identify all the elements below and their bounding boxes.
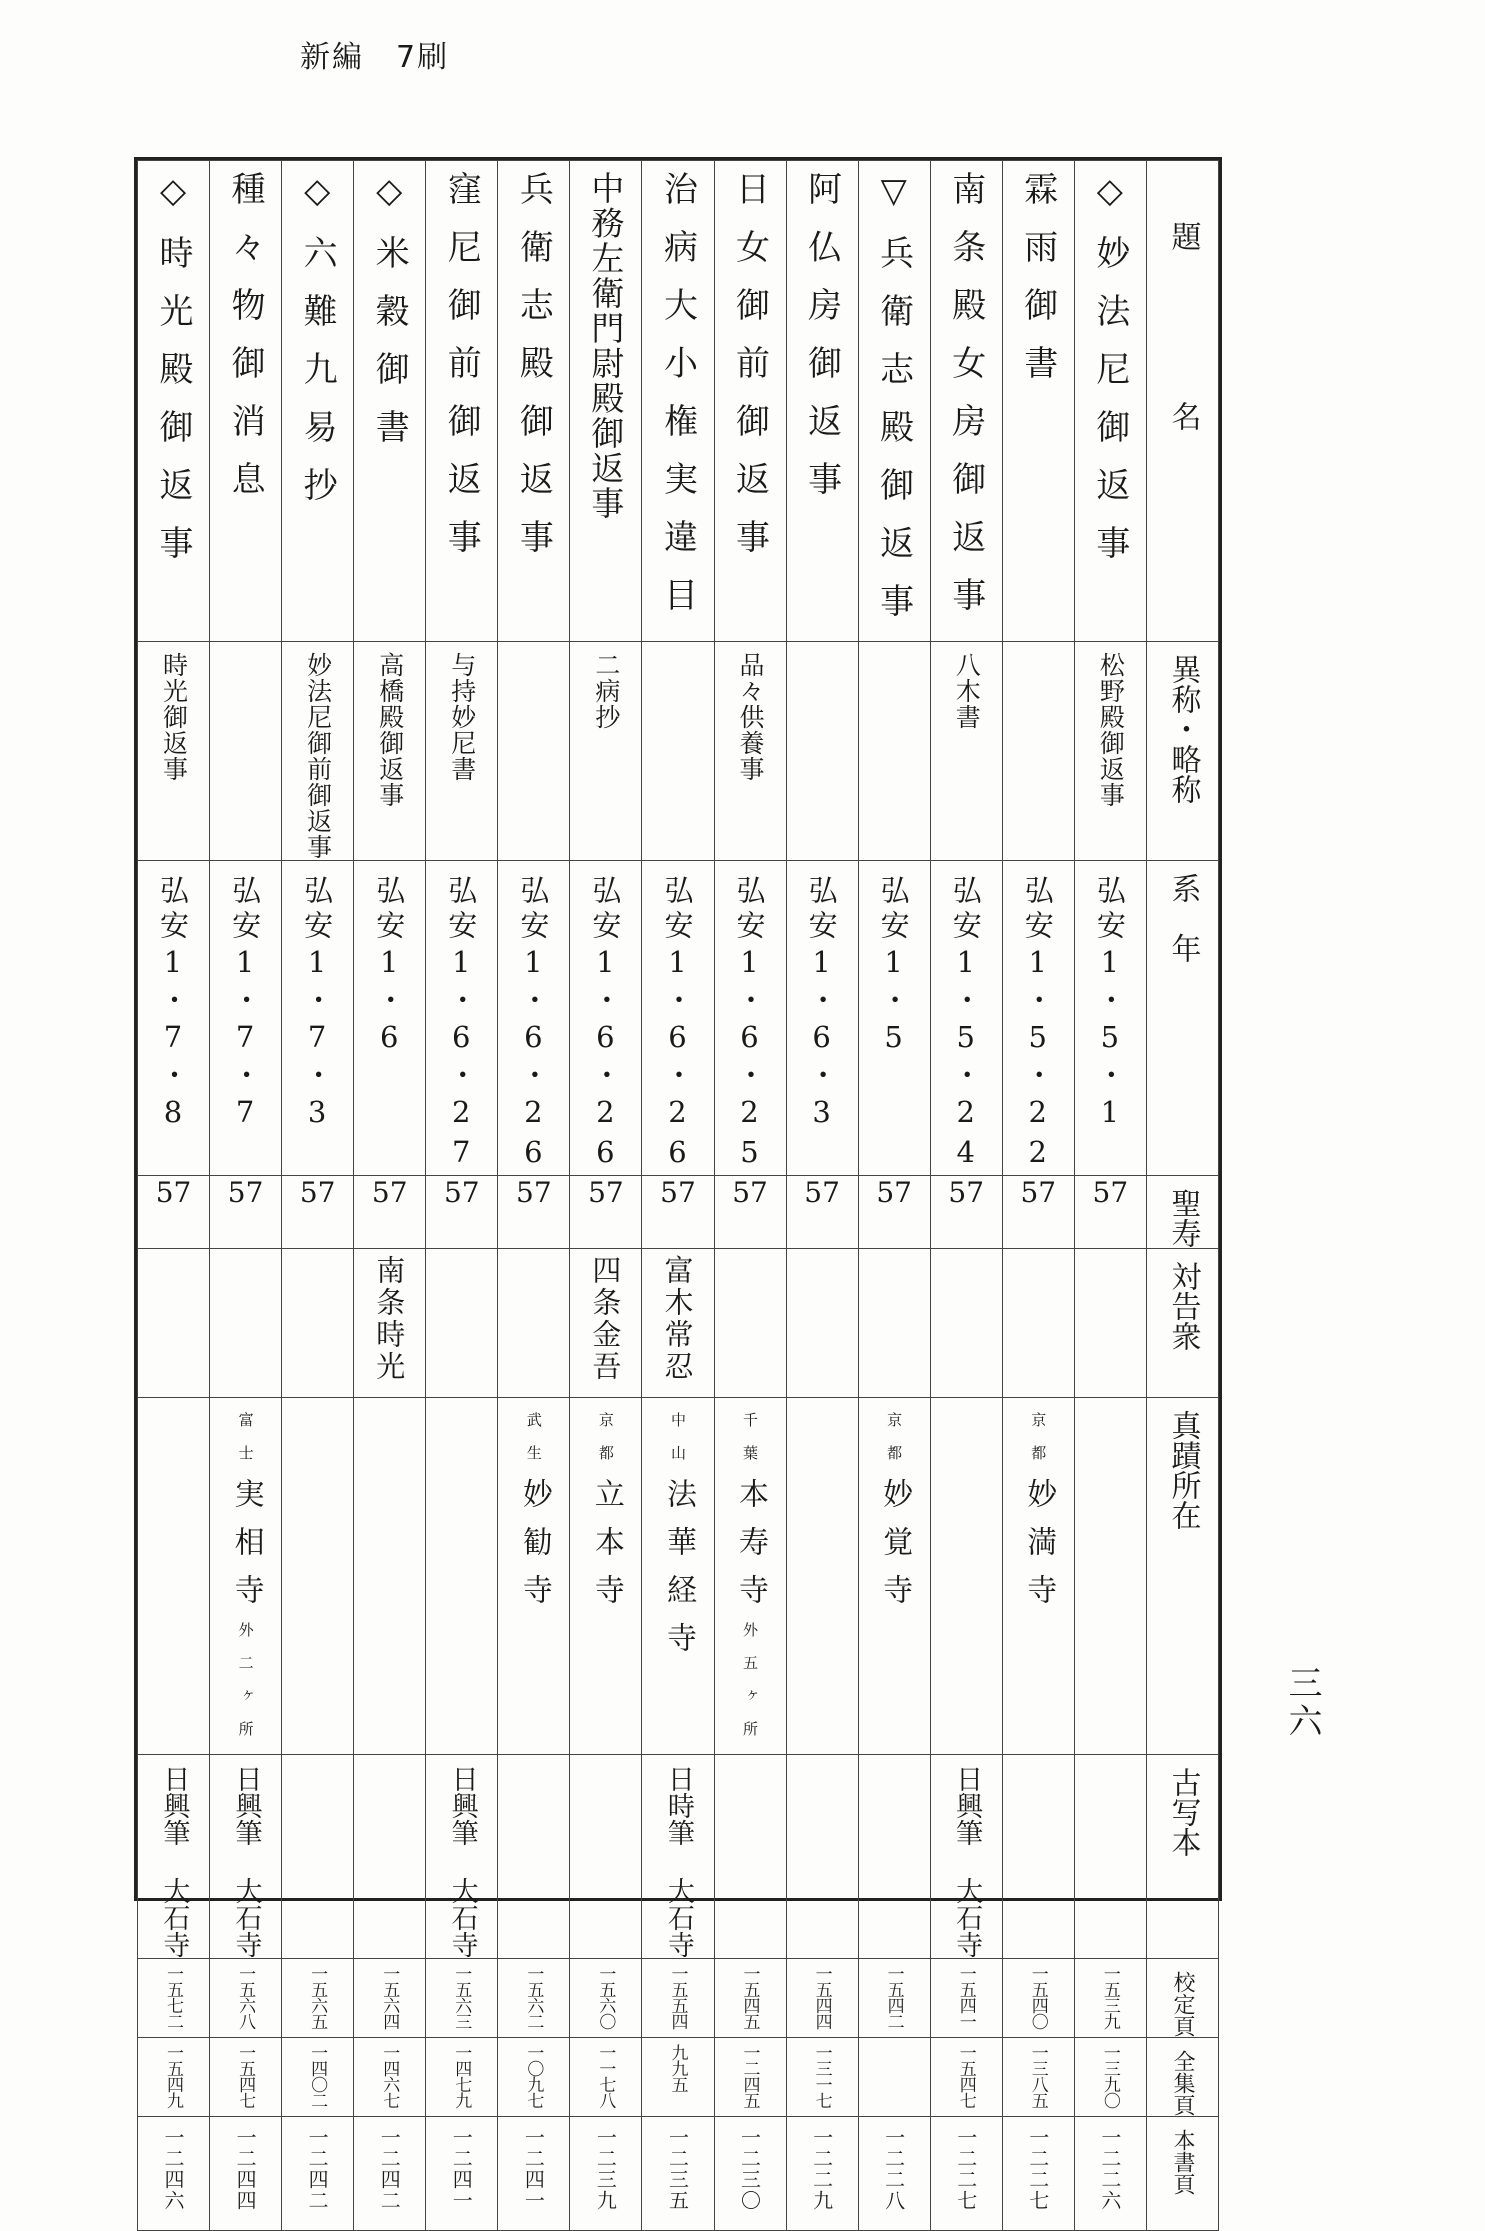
page-kotei: 一五四四 — [811, 1965, 832, 2029]
letter-title: 中務左衛門尉殿御返事 — [586, 171, 626, 521]
letter-age: 57 — [1020, 1176, 1057, 1209]
page-kotei-cell — [282, 1959, 354, 2038]
page-honsho: 一二二七 — [953, 2127, 978, 2211]
letter-location-cell — [1002, 1398, 1074, 1755]
letter-date: 弘安1・6・26 — [516, 875, 551, 1175]
letter-recipient-cell — [858, 1249, 930, 1398]
letter-alias: 八木書 — [952, 652, 982, 730]
column-header-alias: 異称・略称 — [1165, 654, 1201, 804]
location-name: 法華経寺 — [660, 1478, 696, 1670]
column-header-copy: 古写本 — [1165, 1767, 1201, 1857]
location-suffix: 外二ヶ所 — [236, 1622, 255, 1754]
letter-recipient: 富木常忍 — [660, 1255, 695, 1383]
page-zenshu-cell — [426, 2038, 498, 2117]
letter-age-cell — [1002, 1176, 1074, 1249]
letter-alias-cell — [714, 642, 786, 861]
letter-age-cell — [570, 1176, 642, 1249]
page-zenshu: 一三一七 — [811, 2044, 832, 2108]
letter-age-cell — [354, 1176, 426, 1249]
letter-copy: 日興筆 大石寺 — [230, 1765, 262, 1958]
column-header-date: 系 年 — [1165, 873, 1201, 963]
letter-recipient-cell — [786, 1249, 858, 1398]
page-kotei-cell — [570, 1959, 642, 2038]
page-kotei: 一五四〇 — [1027, 1965, 1048, 2029]
letter-title: ◇時光殿御返事 — [153, 171, 194, 583]
letter-title: ◇米穀御書 — [369, 171, 410, 467]
page-honsho-cell — [282, 2117, 354, 2231]
column-header-cell — [1146, 1959, 1218, 2038]
letter-copy-cell — [858, 1755, 930, 1959]
letter-date-cell — [714, 861, 786, 1176]
page-kotei-cell — [1002, 1959, 1074, 2038]
page-kotei-cell — [714, 1959, 786, 2038]
letter-alias: 品々供養事 — [736, 652, 766, 782]
letter-title: 窪尼御前御返事 — [441, 171, 482, 577]
page-zenshu-cell — [786, 2038, 858, 2117]
letter-title-cell — [1074, 161, 1146, 642]
letter-date: 弘安1・5・24 — [948, 875, 983, 1175]
page-honsho-cell — [498, 2117, 570, 2231]
page-honsho: 一二四二 — [305, 2127, 330, 2211]
letter-age: 57 — [732, 1176, 768, 1209]
page-zenshu-cell — [354, 2038, 426, 2117]
column-header-location: 真蹟所在 — [1165, 1410, 1201, 1530]
page-zenshu: 一五四九 — [163, 2044, 184, 2108]
letter-title: 霖雨御書 — [1017, 171, 1058, 403]
page-zenshu: 一四七九 — [451, 2044, 472, 2108]
column-header-cell — [1146, 861, 1218, 1176]
page-kotei: 一五六二 — [523, 1965, 544, 2029]
page-honsho-cell — [426, 2117, 498, 2231]
letter-recipient-cell — [1074, 1249, 1146, 1398]
location-prefix: 富士 — [236, 1412, 255, 1478]
letter-alias-cell — [210, 642, 282, 861]
page-zenshu-cell — [138, 2038, 210, 2117]
letter-date: 弘安1・7・7 — [228, 875, 263, 1135]
letter-alias-cell — [858, 642, 930, 861]
page-zenshu-cell — [858, 2038, 930, 2117]
column-header-page3: 本書頁 — [1169, 2129, 1195, 2195]
letter-alias-cell — [930, 642, 1002, 861]
page-kotei: 一五七二 — [163, 1965, 184, 2029]
letter-title: 兵衛志殿御返事 — [513, 171, 554, 577]
page-zenshu: 一四六七 — [379, 2044, 400, 2108]
page-honsho: 一二三九 — [593, 2127, 618, 2211]
letter-recipient-cell — [210, 1249, 282, 1398]
letter-date: 弘安1・7・8 — [156, 875, 191, 1135]
letter-location-cell — [858, 1398, 930, 1755]
page-honsho-cell — [354, 2117, 426, 2231]
letter-location — [1016, 1398, 1060, 1622]
letter-title: 阿仏房御返事 — [801, 171, 842, 519]
letter-location — [512, 1398, 556, 1622]
letter-location — [656, 1398, 700, 1670]
letter-date-cell — [426, 861, 498, 1176]
page-zenshu: 一五四七 — [235, 2044, 256, 2108]
page-zenshu-cell — [1074, 2038, 1146, 2117]
letter-copy: 日時筆 大石寺 — [662, 1765, 694, 1958]
letter-age: 57 — [155, 1176, 192, 1209]
letter-alias-cell — [642, 642, 714, 861]
letter-title-cell — [138, 161, 210, 642]
letter-date-cell — [1002, 861, 1074, 1176]
letter-alias-cell — [570, 642, 642, 861]
page-kotei-cell — [786, 1959, 858, 2038]
letter-title: 南条殿女房御返事 — [945, 171, 986, 635]
page-zenshu: 九九五 — [667, 2044, 688, 2092]
letter-title-cell — [498, 161, 570, 642]
letter-recipient: 南条時光 — [372, 1255, 407, 1383]
letter-location-cell — [714, 1398, 786, 1755]
letter-date: 弘安1・7・3 — [300, 875, 335, 1135]
page-honsho-cell — [714, 2117, 786, 2231]
page-kotei: 一五六〇 — [595, 1965, 616, 2029]
page-zenshu-cell — [210, 2038, 282, 2117]
letter-date: 弘安1・6・26 — [588, 875, 623, 1175]
letter-age: 57 — [804, 1176, 840, 1209]
page-zenshu-cell — [642, 2038, 714, 2117]
letter-title-cell — [930, 161, 1002, 642]
letter-location-cell — [930, 1398, 1002, 1755]
page-honsho-cell — [858, 2117, 930, 2231]
page-honsho: 一二四一 — [449, 2127, 474, 2211]
page-kotei: 一五六三 — [451, 1965, 472, 2029]
page-honsho: 一二三〇 — [737, 2127, 762, 2211]
page-honsho: 一二四六 — [161, 2127, 186, 2211]
letter-title-cell — [570, 161, 642, 642]
page-kotei: 一五六五 — [307, 1965, 328, 2029]
letter-alias: 二病抄 — [591, 652, 621, 730]
letter-date: 弘安1・6・25 — [732, 875, 767, 1175]
column-header-cell — [1146, 1176, 1218, 1249]
page-kotei: 一五六四 — [379, 1965, 400, 2029]
letter-recipient-cell — [282, 1249, 354, 1398]
letter-title-cell — [354, 161, 426, 642]
letter-date-cell — [786, 861, 858, 1176]
letter-age-cell — [714, 1176, 786, 1249]
letter-location-cell — [570, 1398, 642, 1755]
location-name: 妙勧寺 — [516, 1478, 552, 1622]
letter-date-cell — [858, 861, 930, 1176]
page-kotei: 一五六八 — [235, 1965, 256, 2029]
letter-recipient-cell — [138, 1249, 210, 1398]
page-honsho: 一二二七 — [1025, 2127, 1050, 2211]
location-prefix: 京都 — [596, 1412, 615, 1478]
letter-alias-cell — [786, 642, 858, 861]
letter-copy-cell — [210, 1755, 282, 1959]
letter-alias-cell — [354, 642, 426, 861]
letter-recipient: 四条金吾 — [588, 1255, 623, 1383]
letter-location-cell — [354, 1398, 426, 1755]
page-zenshu-cell — [714, 2038, 786, 2117]
page-honsho: 一二四四 — [233, 2127, 258, 2211]
page-zenshu-cell — [570, 2038, 642, 2117]
letter-date-cell — [282, 861, 354, 1176]
letter-title: ◇妙法尼御返事 — [1089, 171, 1130, 583]
letter-location-cell — [282, 1398, 354, 1755]
letter-alias-cell — [1002, 642, 1074, 861]
letter-age-cell — [642, 1176, 714, 1249]
letter-recipient-cell — [930, 1249, 1002, 1398]
letter-alias-cell — [498, 642, 570, 861]
letter-title: ▽兵衛志殿御返事 — [873, 171, 914, 641]
letter-age: 57 — [516, 1176, 552, 1209]
column-header-cell — [1146, 2117, 1218, 2231]
letter-title-cell — [714, 161, 786, 642]
letter-age-cell — [426, 1176, 498, 1249]
letter-age-cell — [138, 1176, 210, 1249]
page-zenshu: 一五四七 — [955, 2044, 976, 2108]
letter-alias: 妙法尼御前御返事 — [303, 652, 333, 860]
page-honsho: 一二二八 — [881, 2127, 906, 2211]
location-name: 妙満寺 — [1021, 1478, 1057, 1622]
letter-title-cell — [858, 161, 930, 642]
page-kotei-cell — [138, 1959, 210, 2038]
letter-location-cell — [786, 1398, 858, 1755]
page-honsho-cell — [570, 2117, 642, 2231]
location-prefix: 千葉 — [741, 1412, 760, 1478]
letter-age: 57 — [588, 1176, 624, 1209]
location-suffix: 外五ヶ所 — [741, 1622, 760, 1754]
page-kotei-cell — [354, 1959, 426, 2038]
location-name: 実相寺 — [228, 1478, 264, 1622]
column-header-age: 聖寿 — [1165, 1188, 1201, 1248]
letter-date-cell — [1074, 861, 1146, 1176]
letter-alias: 高橋殿御返事 — [375, 652, 405, 808]
letter-copy-cell — [138, 1755, 210, 1959]
letter-title: 種々物御消息 — [225, 171, 266, 519]
document-table — [134, 157, 1222, 2211]
letter-age: 57 — [1092, 1176, 1129, 1209]
column-header-cell — [1146, 642, 1218, 861]
letter-alias-cell — [138, 642, 210, 861]
letter-location-cell — [1074, 1398, 1146, 1755]
column-header-title: 題 名 — [1165, 221, 1201, 461]
letter-copy-cell — [1002, 1755, 1074, 1959]
page-honsho-cell — [210, 2117, 282, 2231]
letter-location-cell — [498, 1398, 570, 1755]
page-honsho: 一二二九 — [809, 2127, 834, 2211]
page-zenshu-cell — [1002, 2038, 1074, 2117]
letter-age-cell — [1074, 1176, 1146, 1249]
letter-date-cell — [498, 861, 570, 1176]
column-header-cell — [1146, 1249, 1218, 1398]
page-honsho-cell — [1074, 2117, 1146, 2231]
page-honsho: 一二二六 — [1097, 2127, 1122, 2211]
letter-age: 57 — [227, 1176, 264, 1209]
page-zenshu: 一三九〇 — [1099, 2044, 1120, 2108]
page-kotei-cell — [930, 1959, 1002, 2038]
letter-age-cell — [930, 1176, 1002, 1249]
page-kotei: 一五四二 — [883, 1965, 904, 2029]
column-header-recipient: 対告衆 — [1165, 1261, 1201, 1351]
column-header-cell — [1146, 1755, 1218, 1959]
location-name: 立本寺 — [588, 1478, 624, 1622]
page-header: 新編 7刷 — [300, 40, 450, 75]
letter-recipient-cell — [498, 1249, 570, 1398]
letter-copy-cell — [426, 1755, 498, 1959]
location-prefix: 京都 — [1029, 1412, 1048, 1478]
letter-recipient-cell — [426, 1249, 498, 1398]
letter-age: 57 — [876, 1176, 912, 1209]
page-kotei: 一五四五 — [739, 1965, 760, 2029]
page-zenshu: 一二四五 — [739, 2044, 760, 2108]
page-zenshu: 一三八五 — [1027, 2044, 1048, 2108]
page-zenshu: 一〇九七 — [523, 2044, 544, 2108]
page-honsho: 一二三五 — [665, 2127, 690, 2211]
letter-location-cell — [138, 1398, 210, 1755]
letter-title: ◇六難九易抄 — [297, 171, 338, 525]
letter-alias: 時光御返事 — [159, 652, 189, 782]
letter-location-cell — [210, 1398, 282, 1755]
letter-age-cell — [858, 1176, 930, 1249]
letter-copy-cell — [1074, 1755, 1146, 1959]
letter-date-cell — [138, 861, 210, 1176]
letter-recipient-cell — [570, 1249, 642, 1398]
letter-copy-cell — [498, 1755, 570, 1959]
letter-date: 弘安1・5 — [876, 875, 911, 1060]
page-honsho-cell — [786, 2117, 858, 2231]
letter-copy-cell — [930, 1755, 1002, 1959]
letter-date-cell — [354, 861, 426, 1176]
letter-age: 57 — [443, 1176, 480, 1209]
letter-age-cell — [282, 1176, 354, 1249]
page-honsho: 一二四一 — [521, 2127, 546, 2211]
page-honsho-cell — [138, 2117, 210, 2231]
letter-recipient-cell — [714, 1249, 786, 1398]
letter-location-cell — [642, 1398, 714, 1755]
letter-date-cell — [210, 861, 282, 1176]
letter-alias: 松野殿御返事 — [1096, 652, 1126, 808]
letter-copy-cell — [714, 1755, 786, 1959]
letter-age-cell — [498, 1176, 570, 1249]
column-header-cell — [1146, 161, 1218, 642]
page-kotei: 一五五四 — [667, 1965, 688, 2029]
letter-copy-cell — [642, 1755, 714, 1959]
page-zenshu-cell — [282, 2038, 354, 2117]
letter-age: 57 — [299, 1176, 336, 1209]
column-header-page1: 校定頁 — [1169, 1971, 1195, 2037]
letter-recipient-cell — [1002, 1249, 1074, 1398]
letter-title: 日女御前御返事 — [729, 171, 770, 577]
letters-table — [137, 160, 1219, 2231]
letter-location — [584, 1398, 628, 1622]
letter-age: 57 — [660, 1176, 696, 1209]
letter-copy-cell — [282, 1755, 354, 1959]
page-kotei: 一五四一 — [955, 1965, 976, 2029]
letter-recipient-cell — [354, 1249, 426, 1398]
page-zenshu: 一一七八 — [595, 2044, 616, 2108]
letter-copy: 日興筆 大石寺 — [158, 1765, 190, 1958]
page-zenshu: 一四〇二 — [307, 2044, 328, 2108]
letter-age: 57 — [948, 1176, 985, 1209]
letter-recipient-cell — [642, 1249, 714, 1398]
letter-alias-cell — [426, 642, 498, 861]
location-prefix: 武生 — [524, 1412, 543, 1478]
letter-alias-cell — [282, 642, 354, 861]
location-prefix: 中山 — [668, 1412, 687, 1478]
page-zenshu-cell — [498, 2038, 570, 2117]
page-kotei-cell — [210, 1959, 282, 2038]
letter-copy-cell — [786, 1755, 858, 1959]
page-number: 三六 — [1282, 1665, 1322, 1741]
letter-age-cell — [210, 1176, 282, 1249]
page-kotei-cell — [642, 1959, 714, 2038]
letter-title-cell — [1002, 161, 1074, 642]
location-name: 妙覚寺 — [877, 1478, 913, 1622]
letter-date-cell — [930, 861, 1002, 1176]
letter-title-cell — [426, 161, 498, 642]
location-prefix: 京都 — [885, 1412, 904, 1478]
letter-location — [728, 1398, 772, 1754]
letter-date: 弘安1・5・1 — [1092, 875, 1127, 1135]
letter-location — [224, 1398, 268, 1754]
letter-title: 治病大小権実違目 — [657, 171, 698, 635]
letter-title-cell — [786, 161, 858, 642]
page-kotei-cell — [426, 1959, 498, 2038]
letter-date: 弘安1・6 — [372, 875, 407, 1060]
letter-alias: 与持妙尼書 — [447, 652, 477, 782]
letter-copy-cell — [570, 1755, 642, 1959]
letter-location-cell — [426, 1398, 498, 1755]
letter-location — [872, 1398, 916, 1622]
column-header-page2: 全集頁 — [1169, 2050, 1195, 2116]
page-kotei-cell — [858, 1959, 930, 2038]
column-header-cell — [1146, 1398, 1218, 1755]
column-header-cell — [1146, 2038, 1218, 2117]
letter-date: 弘安1・6・27 — [444, 875, 479, 1175]
letter-copy-cell — [354, 1755, 426, 1959]
letter-age: 57 — [371, 1176, 408, 1209]
letter-date-cell — [642, 861, 714, 1176]
letter-title-cell — [210, 161, 282, 642]
page-zenshu-cell — [930, 2038, 1002, 2117]
location-name: 本寿寺 — [733, 1478, 769, 1622]
letter-copy: 日興筆 大石寺 — [446, 1765, 478, 1958]
letter-date: 弘安1・6・26 — [660, 875, 695, 1175]
letter-age-cell — [786, 1176, 858, 1249]
letter-date-cell — [570, 861, 642, 1176]
letter-date: 弘安1・5・22 — [1020, 875, 1055, 1175]
page-honsho: 一二四二 — [377, 2127, 402, 2211]
page-honsho-cell — [1002, 2117, 1074, 2231]
page-kotei-cell — [1074, 1959, 1146, 2038]
page-kotei: 一五三九 — [1099, 1965, 1120, 2029]
letter-date: 弘安1・6・3 — [804, 875, 839, 1135]
page-honsho-cell — [930, 2117, 1002, 2231]
page-kotei-cell — [498, 1959, 570, 2038]
letter-title-cell — [642, 161, 714, 642]
letter-copy: 日興筆 大石寺 — [951, 1765, 983, 1958]
page-honsho-cell — [642, 2117, 714, 2231]
letter-alias-cell — [1074, 642, 1146, 861]
letter-title-cell — [282, 161, 354, 642]
